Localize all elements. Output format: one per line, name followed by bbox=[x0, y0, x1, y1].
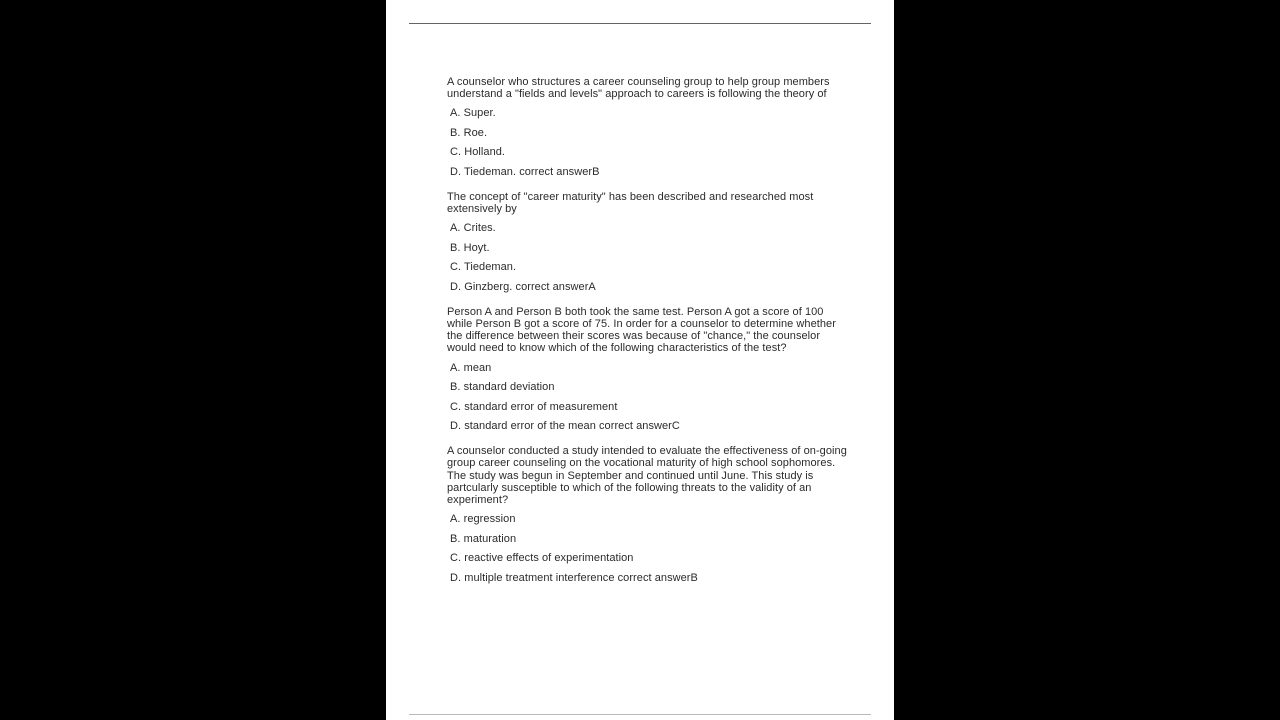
answer-option[interactable]: D. Tiedeman. correct answerB bbox=[450, 165, 600, 178]
question-stem: A counselor conducted a study intended to evaluate the effectiveness of on-going group career counseling on the vocational maturity of high school sophomores. The study was begun in September and continued until June. This study is partcularly susceptible to which of the following threats to the validity of an experiment? bbox=[447, 445, 847, 506]
answer-option[interactable]: D. standard error of the mean correct answerC bbox=[450, 420, 680, 433]
answer-option-list bbox=[447, 513, 847, 584]
document-page bbox=[386, 0, 894, 720]
answer-option[interactable]: B. standard deviation bbox=[450, 381, 555, 394]
question-block bbox=[447, 76, 847, 178]
question-stem: Person A and Person B both took the same test. Person A got a score of 100 while Person B got a score of 75. In order for a counselor to determine whether the difference between their scores was because of "chance," the counselor would need to know which of the following characteristics of the test? bbox=[447, 305, 836, 355]
question-block bbox=[447, 306, 847, 432]
answer-option[interactable]: C. reactive effects of experimentation bbox=[450, 552, 634, 565]
header-divider-rule bbox=[409, 23, 871, 24]
answer-option-list bbox=[447, 222, 847, 293]
answer-option[interactable]: B. maturation bbox=[450, 532, 517, 545]
answer-option[interactable]: B. Hoyt. bbox=[450, 241, 490, 254]
answer-option[interactable]: A. mean bbox=[450, 361, 492, 374]
answer-option-list bbox=[447, 362, 847, 433]
question-stem: A counselor who structures a career counseling group to help group members understand a "fields and levels" approach to careers is following the theory of bbox=[447, 76, 830, 101]
answer-option[interactable]: C. Holland. bbox=[450, 146, 506, 159]
question-list bbox=[447, 76, 847, 597]
footer-divider-rule bbox=[409, 714, 871, 715]
answer-option[interactable]: A. regression bbox=[450, 513, 516, 526]
question-stem: The concept of "career maturity" has been described and researched most extensively by bbox=[447, 190, 814, 216]
answer-option[interactable]: B. Roe. bbox=[450, 126, 488, 139]
answer-option[interactable]: C. standard error of measurement bbox=[450, 400, 618, 413]
answer-option[interactable]: A. Super. bbox=[450, 107, 496, 120]
answer-option[interactable]: A. Crites. bbox=[450, 222, 496, 235]
question-block bbox=[447, 191, 847, 293]
answer-option[interactable]: D. multiple treatment interference correct answerB bbox=[450, 571, 698, 584]
answer-option-list bbox=[447, 107, 847, 178]
answer-option[interactable]: C. Tiedeman. bbox=[450, 261, 517, 274]
question-block bbox=[447, 445, 847, 584]
answer-option[interactable]: D. Ginzberg. correct answerA bbox=[450, 280, 596, 293]
